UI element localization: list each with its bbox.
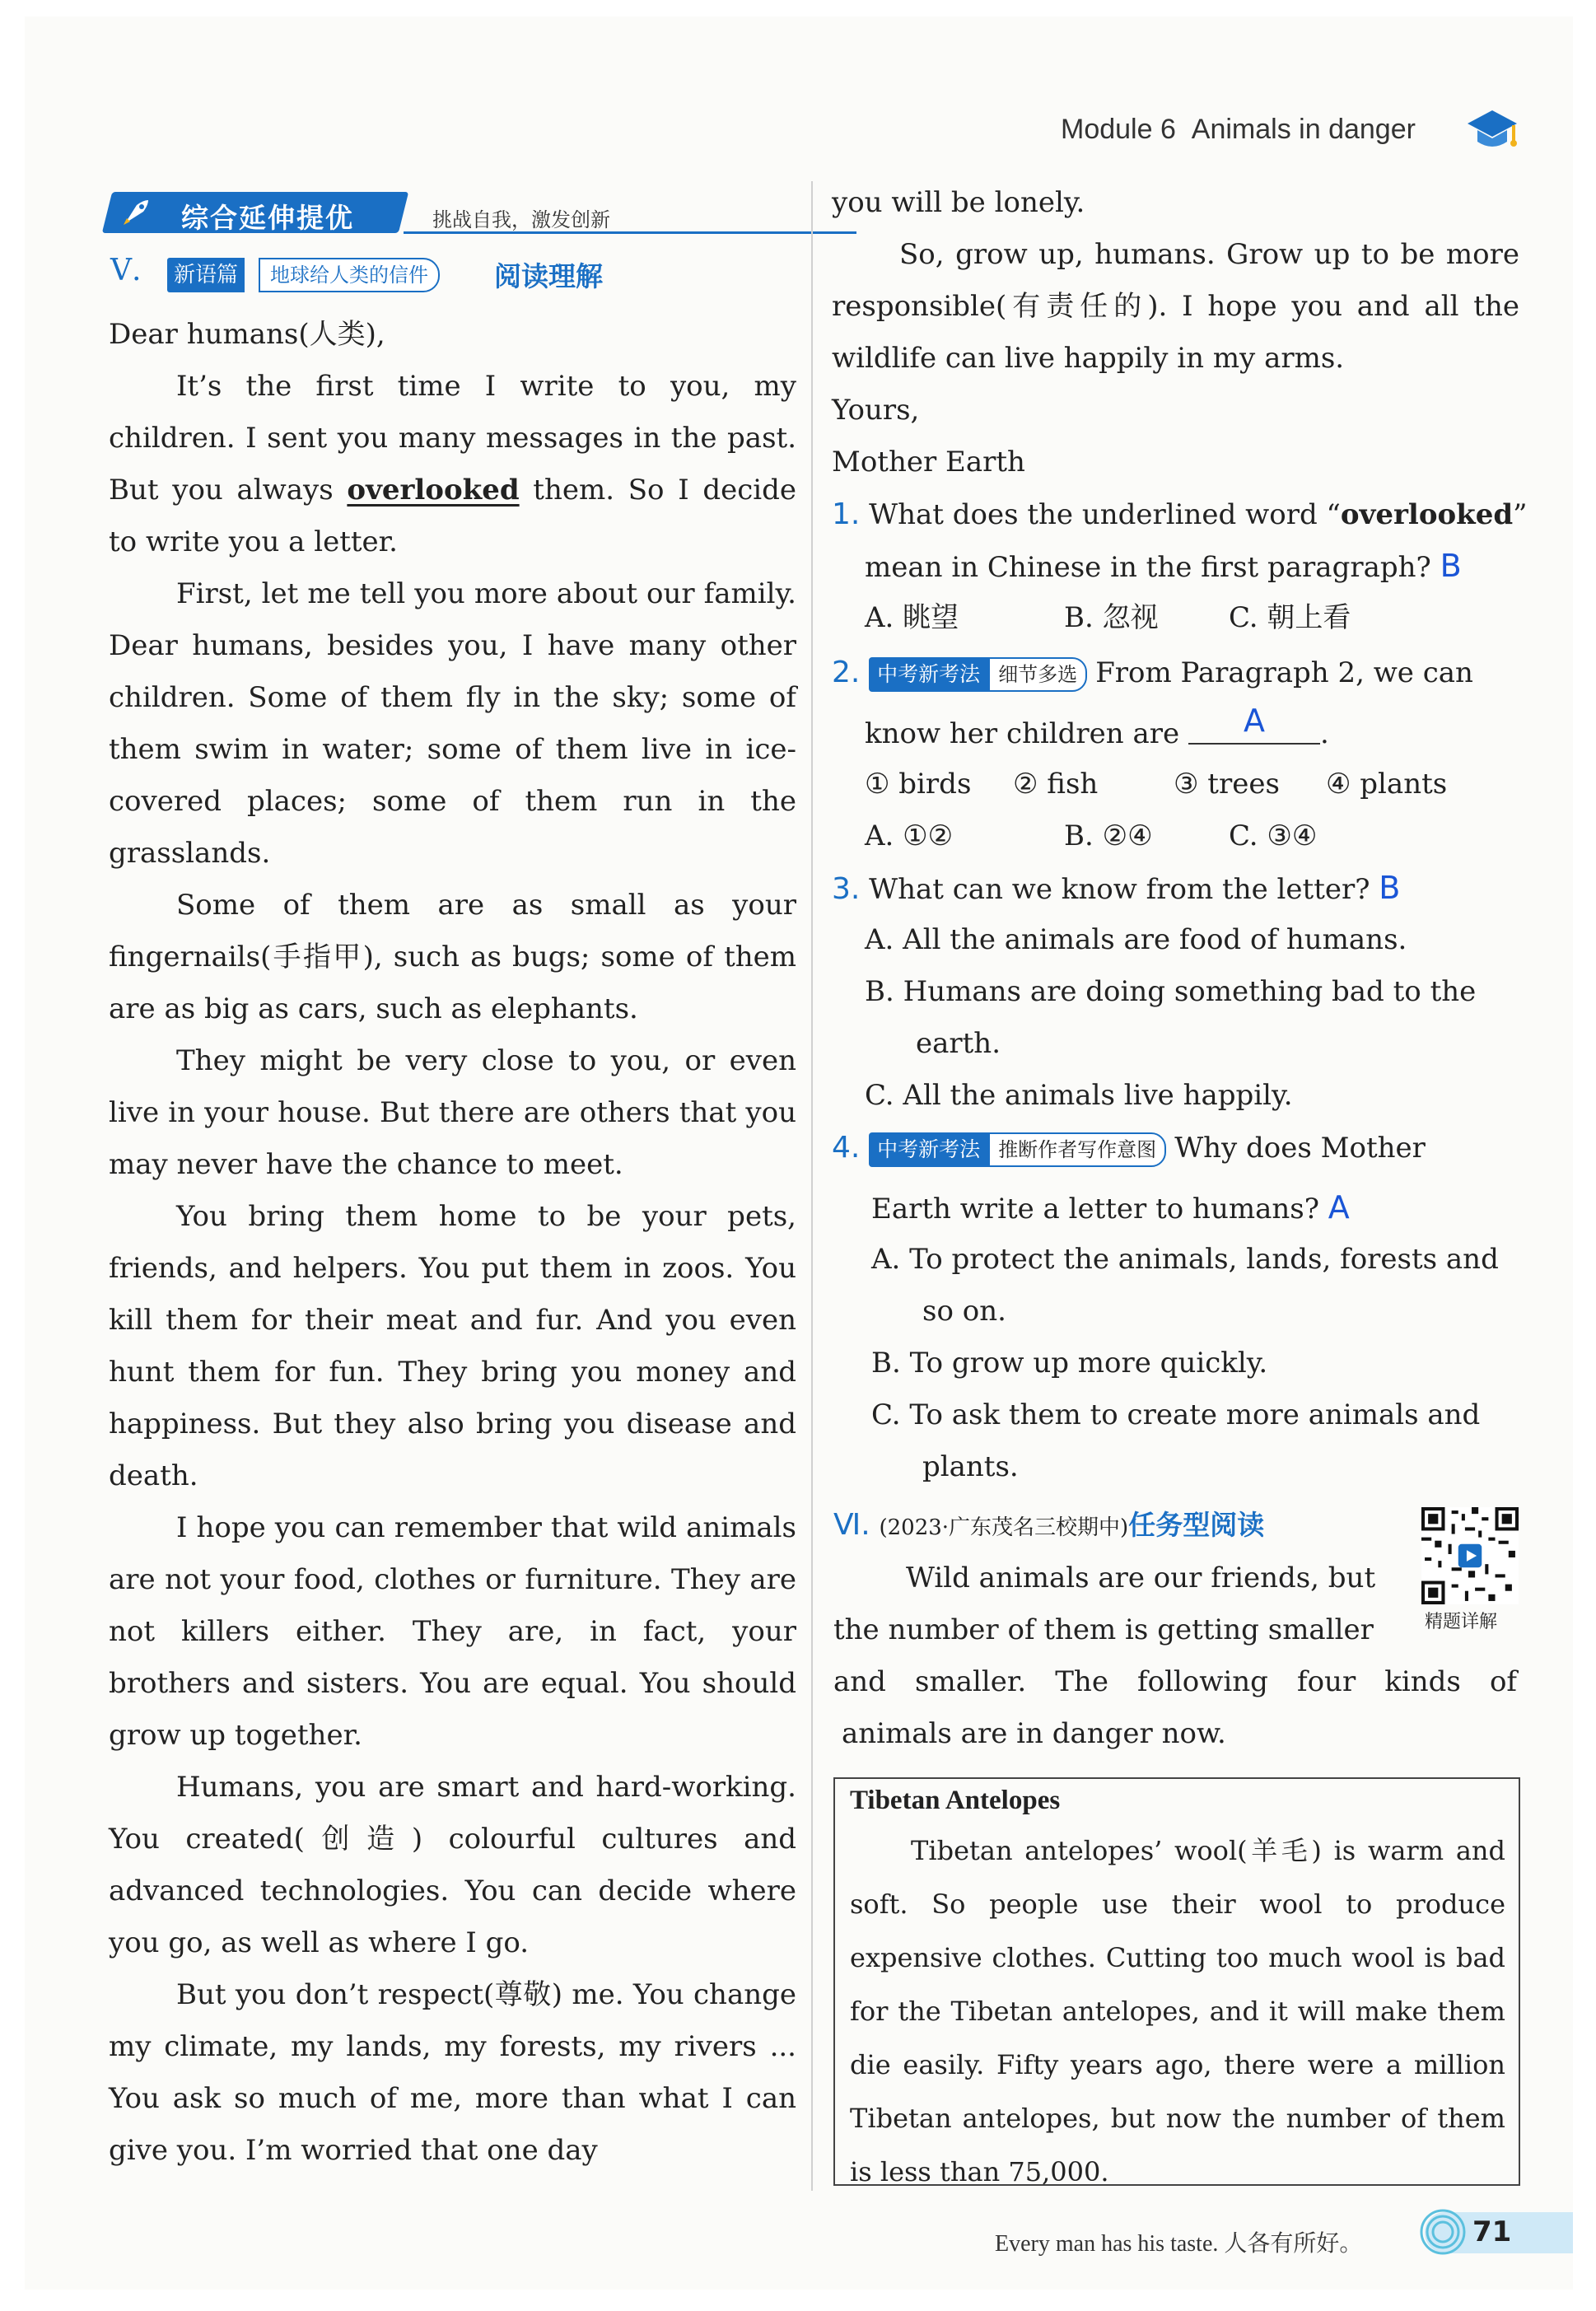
q1-text-b: ” xyxy=(1513,498,1528,531)
letter-right-column xyxy=(832,177,1519,488)
question-4 xyxy=(832,1122,1426,1174)
module-header xyxy=(1061,114,1416,146)
question-number: 1. xyxy=(832,497,861,531)
q2-text-b: know her children are xyxy=(865,717,1180,750)
banner-title: 综合延伸提优 xyxy=(181,202,354,234)
question-1-line-2 xyxy=(865,540,1462,594)
q2-choice-3: ③ trees xyxy=(1174,768,1280,801)
q3-option-c: C. All the animals live happily. xyxy=(865,1079,1293,1112)
letter-paragraph-6: I hope you can remember that wild animals are not your food, clothes or furniture. They are not killers either. They are, in fact, your brothers and sisters. You are equal. You should grow up together. xyxy=(109,1511,796,1752)
letter-paragraph-8-cont: you will be lonely. xyxy=(832,186,1085,219)
section-6-heading xyxy=(833,1499,1264,1554)
q4-text-a: Why does Mother xyxy=(1174,1132,1426,1165)
footer-proverb: Every man has his taste. 人各有所好。 xyxy=(995,2231,1363,2257)
spiral-icon xyxy=(1418,2207,1468,2257)
module-number: Module 6 xyxy=(1061,114,1176,145)
q1-option-a: A. 眺望 xyxy=(865,601,959,634)
q4-text-b: Earth write a letter to humans? xyxy=(871,1193,1319,1226)
q3-option-b: B. Humans are doing something bad to the xyxy=(865,975,1477,1008)
letter-paragraph-1 xyxy=(109,361,796,568)
intro-line-1: Wild animals are our friends, but xyxy=(906,1562,1376,1594)
question-1 xyxy=(832,488,1528,541)
q1-text-a: What does the underlined word “ xyxy=(869,498,1341,531)
q4-option-c: C. To ask them to create more animals and xyxy=(871,1398,1481,1431)
question-number: 2. xyxy=(832,656,861,689)
qr-label: 精题详解 xyxy=(1425,1612,1498,1632)
exam-method-tag: 中考新考法 xyxy=(869,1132,988,1167)
intro-line-2: the number of them is getting smaller xyxy=(833,1613,1374,1646)
passage-topic-tag: 地球给人类的信件 xyxy=(259,258,440,292)
q2-choice-4: ④ plants xyxy=(1326,768,1448,801)
answer-blank xyxy=(1188,703,1320,745)
q2-option-c: C. ③④ xyxy=(1229,819,1318,852)
q1-text-c: mean in Chinese in the first paragraph? xyxy=(865,551,1431,584)
q3-option-a: A. All the animals are food of humans. xyxy=(865,923,1407,956)
section-5-number: Ⅴ. xyxy=(110,254,142,287)
q4-option-a: A. To protect the animals, lands, forests and xyxy=(871,1243,1499,1276)
q1-word: overlooked xyxy=(1340,498,1514,531)
intro-line-3: and smaller. The following four kinds of xyxy=(833,1665,1517,1698)
p1-text-b: them. So I decide to write you a letter. xyxy=(109,474,797,558)
q4-option-c-cont: plants. xyxy=(922,1450,1019,1483)
q2-choice-2: ② fish xyxy=(1013,768,1099,801)
section-banner xyxy=(107,192,758,236)
question-2 xyxy=(832,647,1473,699)
letter-paragraph-2: First, let me tell you more about our family. Dear humans, besides you, I have many other children. Some of them fly in the sky; some of them swim in water; some of them live in ice-covered places; some of them run in the grasslands. xyxy=(109,577,796,870)
underlined-word: overlooked xyxy=(347,474,520,507)
q1-option-c: C. 朝上看 xyxy=(1229,601,1351,634)
q1-answer: B xyxy=(1440,548,1462,584)
q4-option-b: B. To grow up more quickly. xyxy=(871,1347,1268,1380)
letter-greeting: Dear humans(人类), xyxy=(109,318,385,351)
q2-text-a: From Paragraph 2, we can xyxy=(1095,656,1473,689)
q3-option-b-cont: earth. xyxy=(916,1027,1001,1060)
q2-answer: A xyxy=(1243,703,1265,739)
q3-answer: B xyxy=(1379,870,1401,906)
inference-tag: 推断作者写作意图 xyxy=(988,1132,1166,1167)
qr-code[interactable] xyxy=(1421,1507,1519,1604)
letter-paragraph-4: They might be very close to you, or even live in your house. But there are others that you may never have the chance to meet. xyxy=(109,1044,796,1181)
question-number: 3. xyxy=(832,872,861,906)
section-5-type: 阅读理解 xyxy=(494,260,603,292)
module-title: Animals in danger xyxy=(1191,114,1416,145)
letter-closing: Yours, xyxy=(832,394,920,427)
question-3 xyxy=(832,862,1400,916)
column-divider xyxy=(811,181,813,2191)
banner-subtitle: 挑战自我，激发创新 xyxy=(432,208,610,231)
q2-option-b: B. ②④ xyxy=(1064,819,1153,852)
banner-underline xyxy=(404,231,856,234)
q1-option-b: B. 忽视 xyxy=(1064,601,1159,634)
page-number: 71 xyxy=(1472,2215,1512,2248)
letter-paragraph-8: But you don’t respect(尊敬) me. You change my climate, my lands, my forests, my rivers ... You ask so much of me, more than what I can give you. I’m worried that one day xyxy=(109,1978,796,2167)
question-4-line-2 xyxy=(871,1182,1350,1235)
letter-paragraph-7: Humans, you are smart and hard-working. You created(创造) colourful cultures and advanced technologies. You can decide where you go, as well as where I go. xyxy=(109,1771,796,1959)
q2-choice-1: ① birds xyxy=(865,768,972,801)
letter-signature: Mother Earth xyxy=(832,446,1025,479)
question-2-line-2: know her children are A . xyxy=(865,703,1329,750)
detail-tag: 细节多选 xyxy=(988,657,1087,692)
letter-paragraph-3: Some of them are as small as your fingernails(手指甲), such as bugs; some of them are as big as cars, such as elephants. xyxy=(109,889,796,1025)
intro-line-4: animals are in danger now. xyxy=(842,1717,1226,1750)
section-6-source: (2023·广东茂名三校期中) xyxy=(879,1515,1129,1540)
section-6-number: Ⅵ. xyxy=(833,1508,870,1542)
section-6-type: 任务型阅读 xyxy=(1128,1509,1265,1541)
letter-left-column xyxy=(109,309,796,2177)
letter-paragraph-5: You bring them home to be your pets, friends, and helpers. You put them in zoos. You kill them for their meat and fur. And you even hunt them for fun. They bring you money and happiness. But they also bring you disease and death. xyxy=(109,1200,796,1492)
q2-option-a: A. ①② xyxy=(865,819,954,852)
rocket-icon xyxy=(119,197,152,230)
box-title: Tibetan Antelopes xyxy=(850,1786,1061,1815)
q4-option-a-cont: so on. xyxy=(922,1295,1006,1328)
new-passage-tag: 新语篇 xyxy=(167,258,245,292)
graduation-cap-icon xyxy=(1466,105,1519,155)
question-number: 4. xyxy=(832,1131,861,1165)
q4-answer: A xyxy=(1328,1189,1350,1226)
exam-method-tag: 中考新考法 xyxy=(869,657,988,692)
q3-text: What can we know from the letter? xyxy=(869,873,1370,906)
p1-text-a: It’s the first time I write to you, my children. I sent you many messages in the past. But you always xyxy=(109,370,796,507)
box-body: Tibetan antelopes’ wool(羊毛) is warm and soft. So people use their wool to produce expensive clothes. Cutting too much wool is bad for the Tibetan antelopes, and it will make them die easily. Fifty years ago, there were a million Tibetan antelopes, but now the number of them is less than 75,000. xyxy=(850,1835,1505,2187)
letter-paragraph-9: So, grow up, humans. Grow up to be more responsible(有责任的). I hope you and all the wildlife can live happily in my arms. xyxy=(832,238,1519,375)
tibetan-antelopes-box xyxy=(833,1777,1520,2186)
